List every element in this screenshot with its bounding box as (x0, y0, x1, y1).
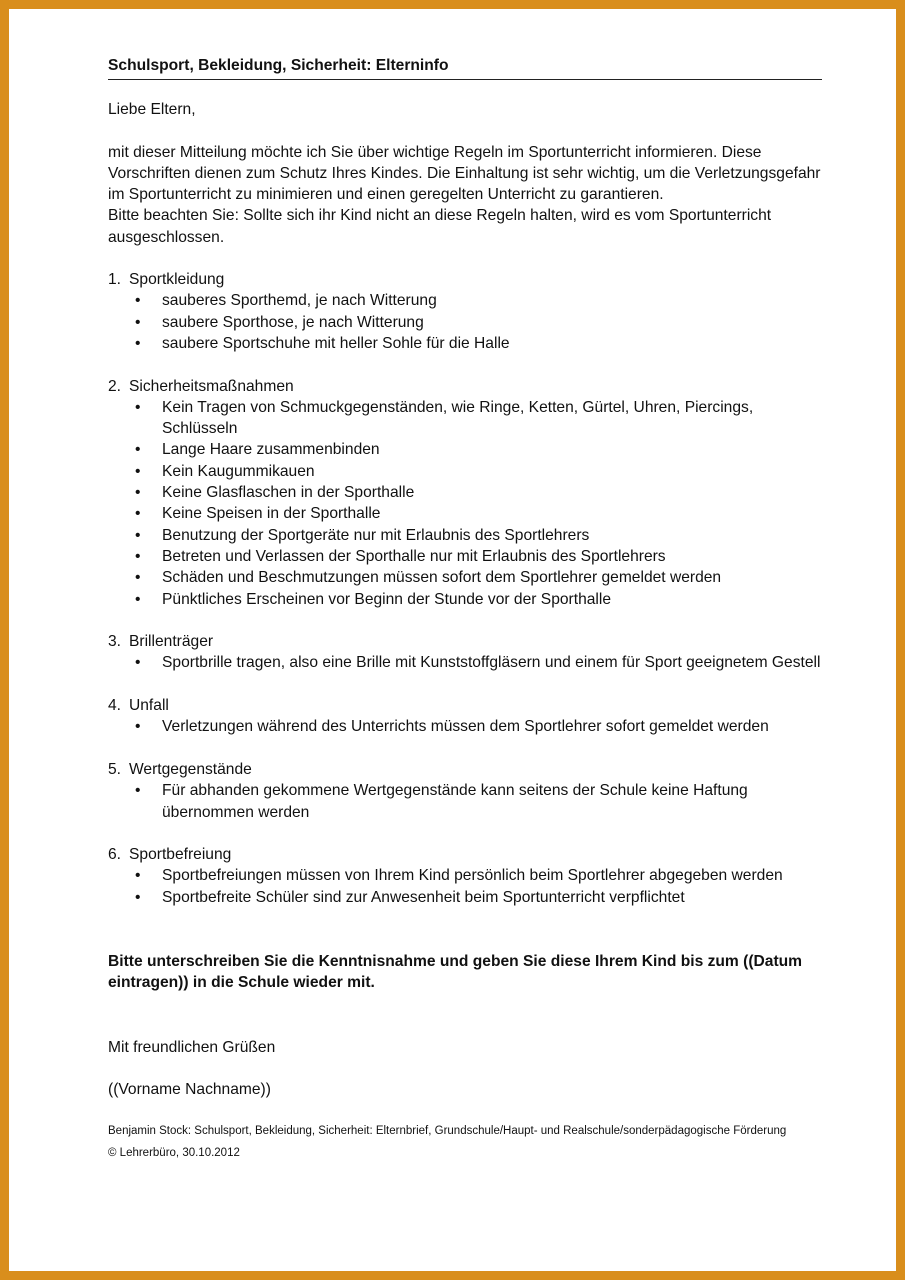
greeting: Liebe Eltern, (108, 101, 196, 119)
list-item (108, 439, 822, 460)
list-item-text: Sportbefreite Schüler sind zur Anwesenheit beim Sportunterricht verpflichtet (162, 888, 685, 906)
rules-sections (108, 269, 822, 908)
list-item-text: Lange Haare zusammenbinden (162, 441, 380, 459)
bullet-icon: • (135, 590, 141, 608)
list-item (108, 652, 822, 673)
list-item-text: Verletzungen während des Unterrichts müssen dem Sportlehrer sofort gemeldet werden (162, 718, 769, 736)
list-item-text: Für abhanden gekommene Wertgegenstände kann seitens der Schule keine Haftung übernommen werden (162, 782, 748, 821)
list-item (108, 333, 822, 354)
section-heading (108, 631, 822, 652)
section (108, 759, 822, 823)
list-item (108, 780, 822, 823)
footer-credit: Benjamin Stock: Schulsport, Bekleidung, Sicherheit: Elternbrief, Grundschule/Haupt- und Realschule/sonderpädagogische Förderung (108, 1125, 787, 1138)
section-heading-text: Sportkleidung (129, 271, 225, 289)
bullet-list (108, 780, 822, 823)
bullet-icon: • (135, 569, 141, 587)
bullet-icon: • (135, 462, 141, 480)
bullet-icon: • (135, 505, 141, 523)
footer (108, 1121, 822, 1164)
list-item (108, 525, 822, 546)
list-item (108, 716, 822, 737)
section (108, 844, 822, 908)
bullet-icon: • (135, 782, 141, 800)
intro-paragraph: mit dieser Mitteilung möchte ich Sie über wichtige Regeln im Sportunterricht informieren. Diese Vorschriften dienen zum Schutz Ihres Kindes. Die Einhaltung ist sehr wichtig, um die Verletzungsgefahr im Sportunterricht zu minimieren und einen geregelten Unterricht zu garantieren. (108, 143, 821, 204)
section-heading-text: Unfall (129, 697, 169, 715)
bullet-icon: • (135, 547, 141, 565)
bullet-list (108, 652, 822, 673)
list-item (108, 503, 822, 524)
section-number: 6. (108, 846, 122, 864)
bullet-icon: • (135, 888, 141, 906)
list-item-text: saubere Sporthose, je nach Witterung (162, 313, 424, 331)
section-number: 5. (108, 760, 122, 778)
section-heading-text: Wertgegenstände (129, 760, 252, 778)
list-item (108, 461, 822, 482)
bullet-list (108, 290, 822, 354)
list-item-text: Sportbrille tragen, also eine Brille mit Kunststoffgläsern und einem für Sport geeignetem Gestell (162, 654, 821, 672)
section-number: 1. (108, 271, 122, 289)
section (108, 376, 822, 610)
section (108, 695, 822, 738)
list-item (108, 865, 822, 886)
list-item-text: Keine Speisen in der Sporthalle (162, 505, 381, 523)
section (108, 269, 822, 354)
signature-placeholder: ((Vorname Nachname)) (108, 1080, 271, 1098)
bullet-icon: • (135, 718, 141, 736)
bullet-icon: • (135, 654, 141, 672)
bullet-list (108, 716, 822, 737)
list-item-text: Pünktliches Erscheinen vor Beginn der Stunde vor der Sporthalle (162, 590, 612, 608)
list-item-text: Schäden und Beschmutzungen müssen sofort dem Sportlehrer gemeldet werden (162, 569, 722, 587)
list-item (108, 589, 822, 610)
list-item (108, 546, 822, 567)
list-item-text: Betreten und Verlassen der Sporthalle nur mit Erlaubnis des Sportlehrers (162, 547, 666, 565)
bullet-icon: • (135, 441, 141, 459)
list-item (108, 312, 822, 333)
section-number: 4. (108, 697, 122, 715)
bullet-icon: • (135, 313, 141, 331)
list-item-text: Benutzung der Sportgeräte nur mit Erlaubnis des Sportlehrers (162, 526, 590, 544)
section-heading-text: Brillenträger (129, 633, 214, 651)
list-item-text: saubere Sportschuhe mit heller Sohle für die Halle (162, 334, 510, 352)
section-heading-text: Sportbefreiung (129, 846, 232, 864)
bullet-icon: • (135, 292, 141, 310)
footer-copyright: © Lehrerbüro, 30.10.2012 (108, 1146, 240, 1159)
bullet-icon: • (135, 398, 141, 416)
list-item (108, 567, 822, 588)
list-item (108, 887, 822, 908)
list-item-text: Kein Tragen von Schmuckgegenständen, wie Ringe, Ketten, Gürtel, Uhren, Piercings, Schlüsseln (162, 398, 754, 438)
list-item-text: Kein Kaugummikauen (162, 462, 315, 480)
bullet-icon: • (135, 334, 141, 352)
list-item (108, 397, 822, 440)
bullet-list (108, 865, 822, 908)
bullet-icon: • (135, 526, 141, 544)
bullet-icon: • (135, 484, 141, 502)
list-item (108, 482, 822, 503)
document-page (108, 55, 822, 1164)
section-heading (108, 844, 822, 865)
list-item-text: Sportbefreiungen müssen von Ihrem Kind persönlich beim Sportlehrer abgegeben werden (162, 867, 783, 885)
closing-request: Bitte unterschreiben Sie die Kenntnisnahme und geben Sie diese Ihrem Kind bis zum ((Datum eintragen)) in die Schule wieder mit. (108, 952, 803, 992)
section-heading (108, 376, 822, 397)
section-number: 3. (108, 633, 122, 651)
section-heading (108, 759, 822, 780)
list-item-text: Keine Glasflaschen in der Sporthalle (162, 484, 415, 502)
list-item (108, 290, 822, 311)
bullet-icon: • (135, 867, 141, 885)
section-heading-text: Sicherheitsmaßnahmen (129, 377, 294, 395)
list-item-text: sauberes Sporthemd, je nach Witterung (162, 292, 437, 310)
section (108, 631, 822, 674)
regards: Mit freundlichen Grüßen (108, 1038, 276, 1056)
section-heading (108, 269, 822, 290)
bullet-list (108, 397, 822, 610)
intro-block (108, 142, 822, 248)
section-number: 2. (108, 377, 122, 395)
section-heading (108, 695, 822, 716)
intro-notice: Bitte beachten Sie: Sollte sich ihr Kind nicht an diese Regeln halten, wird es vom Sportunterricht ausgeschlossen. (108, 207, 772, 246)
document-title: Schulsport, Bekleidung, Sicherheit: Elterninfo (108, 55, 822, 80)
